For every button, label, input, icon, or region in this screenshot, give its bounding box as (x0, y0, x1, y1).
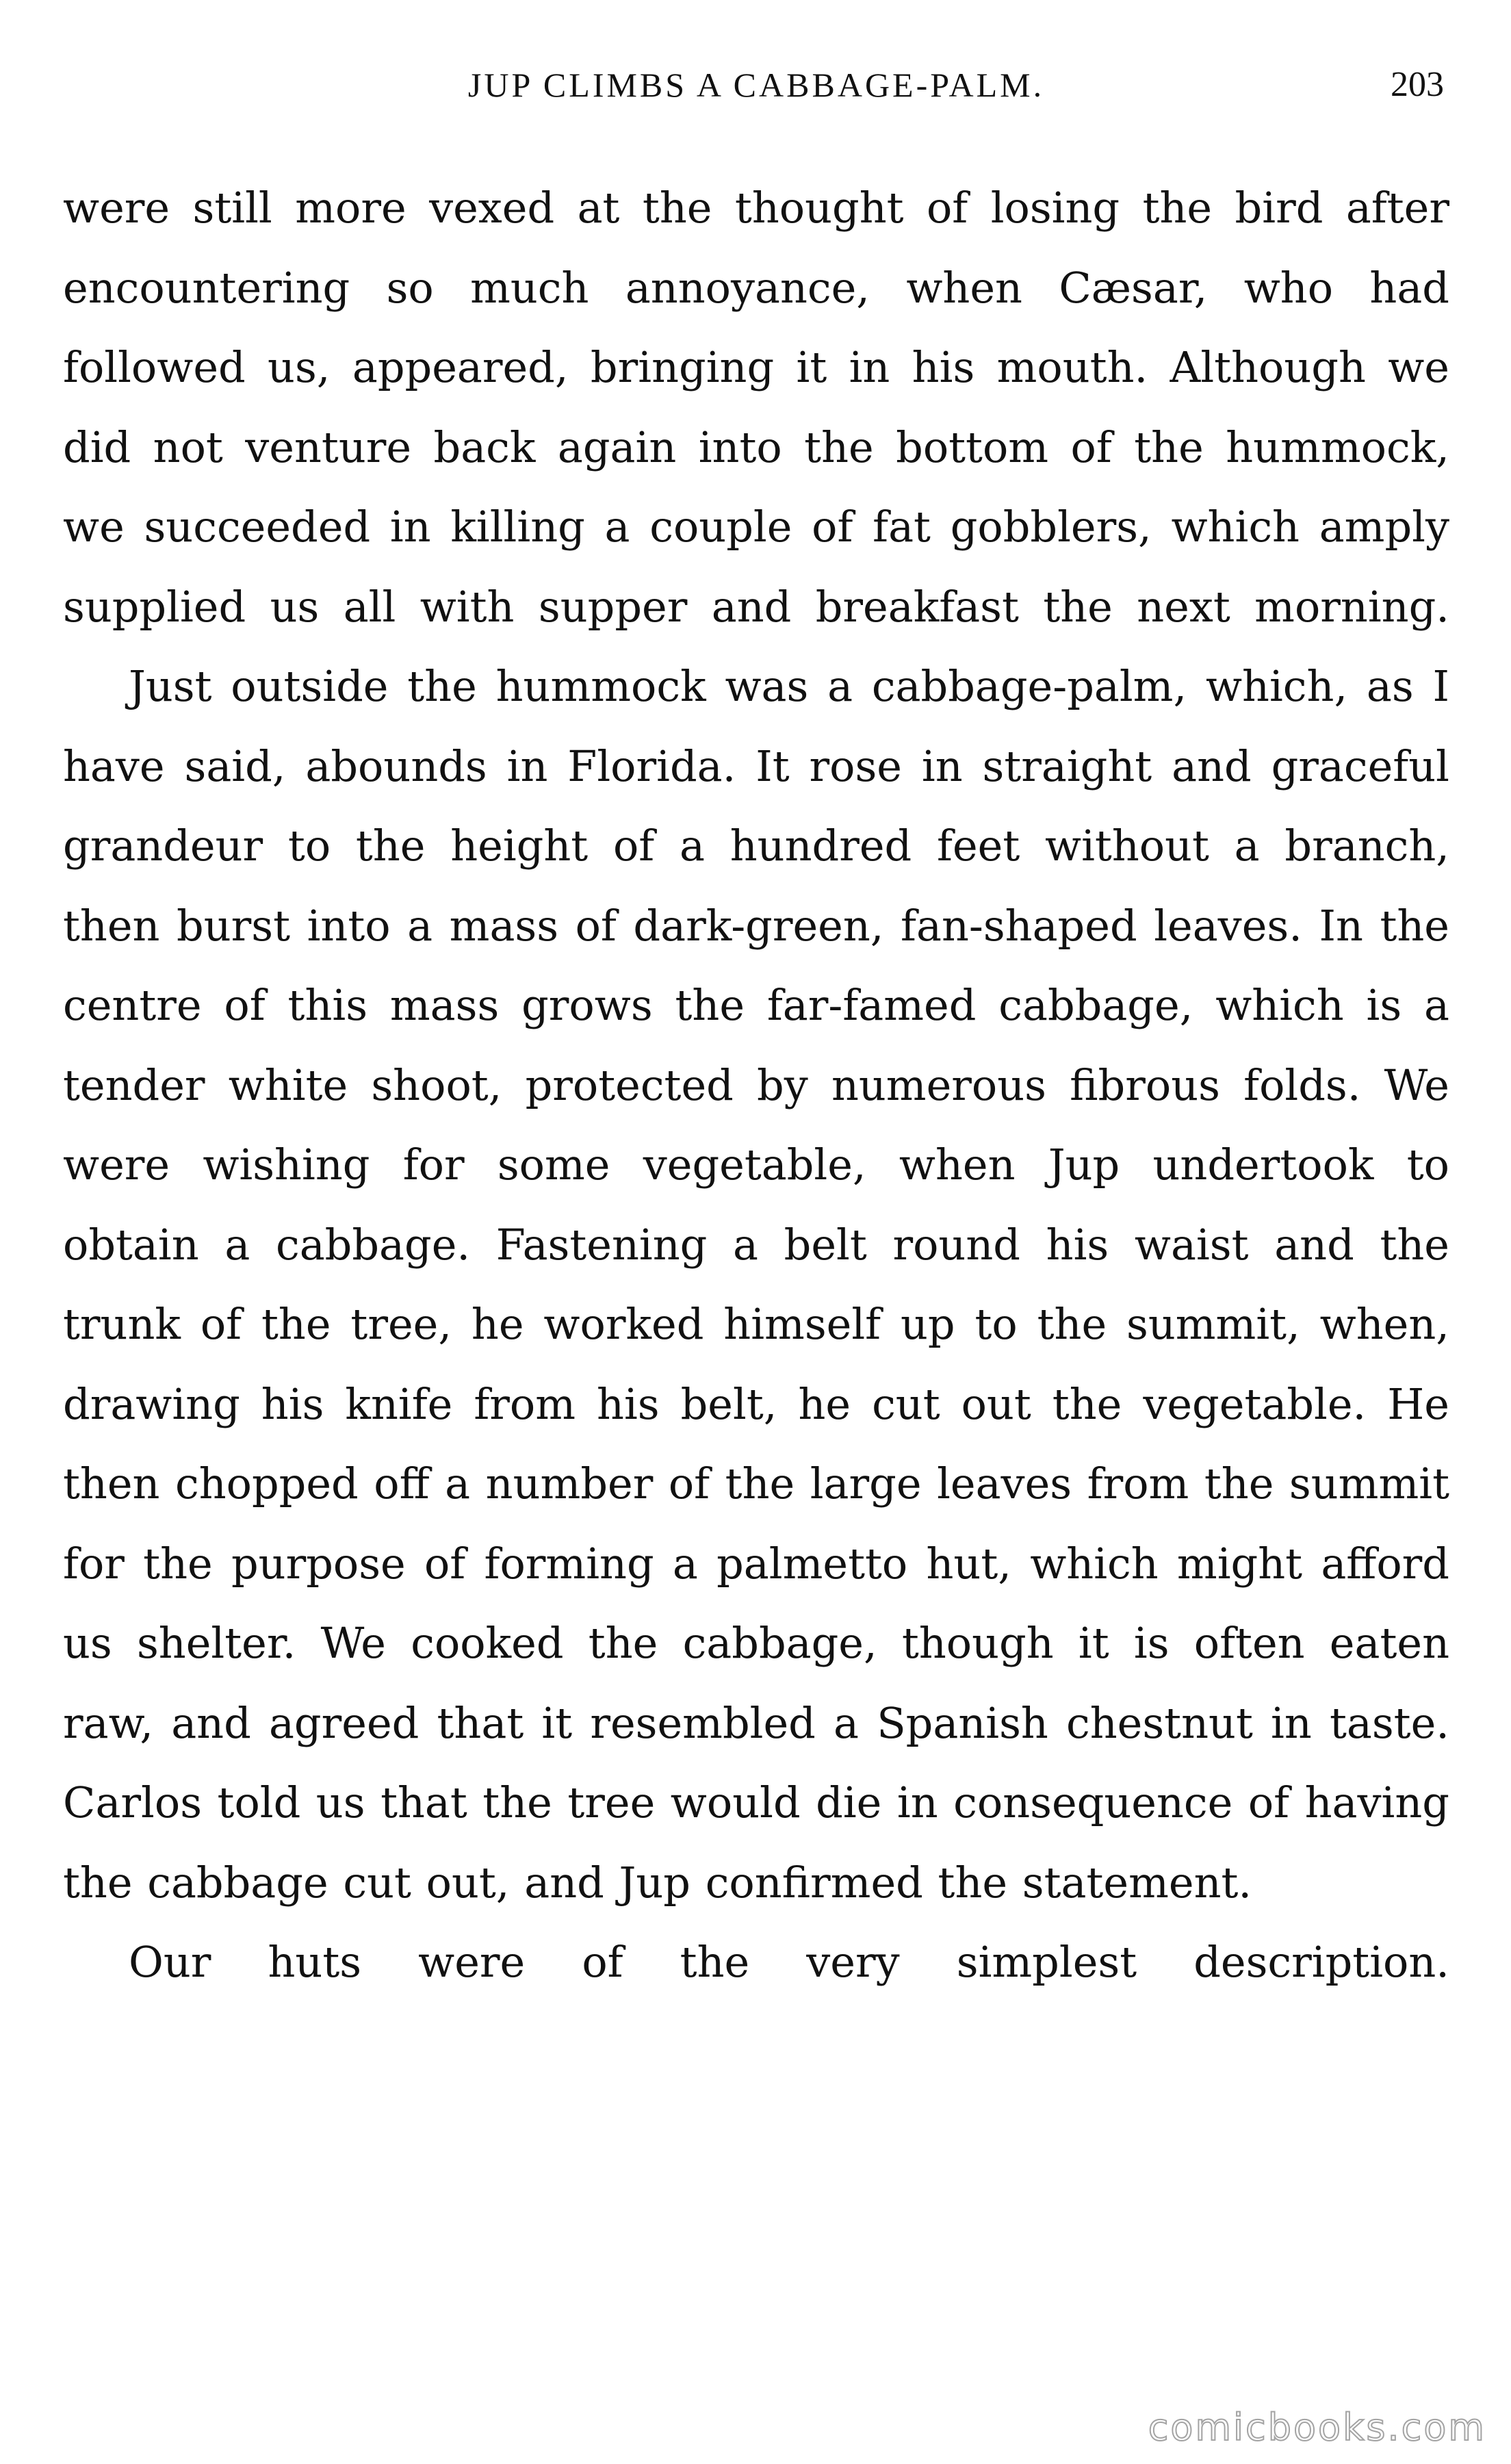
paragraph-2: Just outside the hummock was a cabbage-palm, which, as I have said, abounds in Florida. It rose in straight and graceful grandeur to the height of a hundred feet without a branch, then burst into a mass of dark-green, fan-shaped leaves. In the centre of this mass grows the far-famed cabbage, which is a tender white shoot, protected by numerous fibrous folds. We were wishing for some vegetable, when Jup undertook to obtain a cabbage. Fastening a belt round his waist and the trunk of the tree, he worked himself up to the summit, when, drawing his knife from his belt, he cut out the vegetable. He then chopped off a number of the large leaves from the summit for the purpose of forming a palmetto hut, which might afford us shelter. We cooked the cabbage, though it is often eaten raw, and agreed that it resembled a Spanish chestnut in taste. Carlos told us that the tree would die in consequence of having the cabbage cut out, and Jup confirmed the statement. (63, 661, 1449, 1908)
paragraph-1: were still more vexed at the thought of losing the bird after encountering so much annoyance, when Cæsar, who had followed us, appeared, bringing it in his mouth. Although we did not venture back again into the bottom of the hummock, we succeeded in killing a couple of fat gobblers, which amply supplied us all with supper and breakfast the next morning. (63, 183, 1449, 632)
body-text (63, 168, 1449, 2003)
page-number: 203 (1391, 65, 1444, 104)
running-head (68, 57, 1444, 112)
paragraph-3: Our huts were of the very simplest description. (129, 1937, 1449, 1987)
running-title: JUP CLIMBS A CABBAGE-PALM. (467, 66, 1045, 104)
watermark: comicbooks.com (1148, 2406, 1486, 2449)
